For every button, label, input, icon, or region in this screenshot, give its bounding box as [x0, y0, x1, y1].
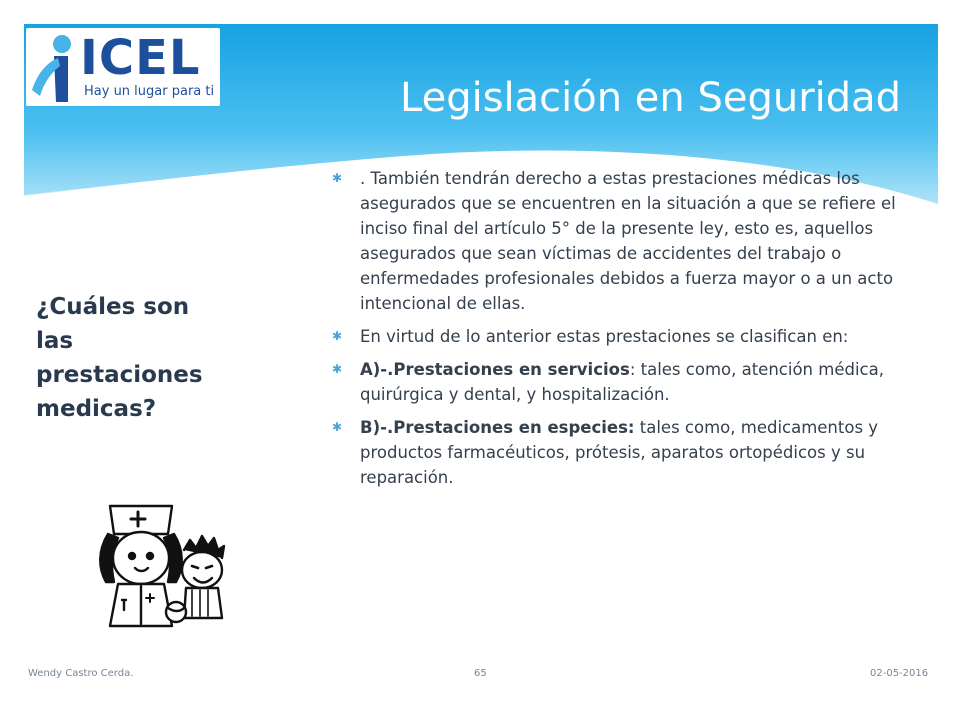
bullet-text: tales como, medicamentos y productos farmacéuticos, prótesis, aparatos ortopédicos y su reparación.: [360, 418, 879, 487]
footer-page-number: 65: [474, 668, 487, 679]
bullet-bold: A)-.Prestaciones en servicios: [360, 360, 630, 379]
logo-brand: ICEL: [80, 30, 201, 86]
sidebar-question: ¿Cuáles son las prestaciones medicas?: [36, 294, 203, 422]
nurse-child-illustration: [88, 490, 238, 630]
content-bullets: [330, 166, 940, 498]
footer-author: Wendy Castro Cerda.: [28, 668, 134, 679]
bullet-text: : tales como, atención médica, quirúrgica y dental, y hospitalización.: [360, 360, 884, 404]
icel-logo: [26, 28, 220, 106]
logo-tagline: Hay un lugar para ti: [84, 84, 215, 99]
list-item: [330, 166, 940, 316]
person-logo-icon: [28, 32, 80, 104]
list-item: [330, 415, 940, 490]
asterisk-bullet-icon: ✱: [332, 362, 343, 376]
list-item: [330, 324, 940, 349]
asterisk-bullet-icon: ✱: [332, 420, 343, 434]
asterisk-bullet-icon: ✱: [332, 171, 343, 185]
bullet-text: . También tendrán derecho a estas prestaciones médicas los asegurados que se encuentren en la situación a que se refiere el inciso final del artículo 5° de la presente ley, esto es, aquellos asegurados que sean víctimas de accidentes del trabajo o enfermedades profesionales debidos a fuerza mayor o a un acto intencional de ellas.: [360, 169, 896, 313]
slide-title: Legislación en Seguridad: [400, 75, 902, 121]
list-item: [330, 357, 940, 407]
bullet-bold: B)-.Prestaciones en especies:: [360, 418, 635, 437]
asterisk-bullet-icon: ✱: [332, 329, 343, 343]
bullet-text: En virtud de lo anterior estas prestaciones se clasifican en:: [360, 327, 849, 346]
footer-date: 02-05-2016: [870, 668, 929, 679]
